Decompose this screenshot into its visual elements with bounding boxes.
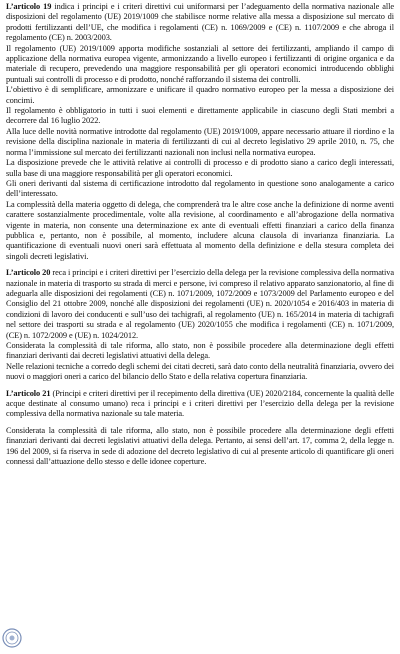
paragraph-text: reca i principi e i criteri direttivi per l’esercizio della delega per la revisione complessiva della normativa nazionale in materia di trasporto su strada di merci e persone, ivi compreso il relativo apparato sanzionatorio, al fine di adeguarla alle disposizioni dei regolamenti (CE) n. 1071/2009, 1072/2009 e 1073/2009 del Parlamento europeo e del Consiglio del 21 ottobre 2009, nonché alle disposizioni dei regolamenti (UE) n. 2020/1054 e 2016/403 in materia di condizioni di lavoro dei conducenti e sull’uso dei tachigrafi, al regolamento (UE) n. 165/2014 in materia di tachigrafi nel settore dei trasporti su strada e al regolamento (UE) 2020/1055 che modifica i regolamenti (CE) n. 1071/2009, (CE) n. 1072/2009 e (UE) n. 1024/2012. bbox=[6, 268, 395, 340]
paragraph bbox=[6, 268, 394, 341]
paragraph bbox=[6, 85, 394, 106]
paragraph bbox=[6, 389, 394, 420]
paragraph-text: indica i principi e i criteri direttivi cui uniformarsi per l’adeguamento della normativa nazionale alle disposizioni del regolamento (UE) 2019/1009 che stabilisce norme relative alla messa a disposizione sul mercato di prodotti fertilizzanti dell’UE, che modifica i regolamenti (CE) n. 1069/2009 e (CE) n. 1107/2009 e che abroga il regolamento (CE) n. 2003/2003. bbox=[6, 2, 394, 43]
paragraph bbox=[6, 127, 394, 158]
article-heading: L’articolo 21 bbox=[6, 388, 51, 398]
paragraph-text: Alla luce delle novità normative introdotte dal regolamento (UE) 2019/1009, appare necessario attuare il riordino e la revisione della disciplina nazionale in materia di fertilizzanti di cui al decreto legislativo 29 aprile 2010, n. 75, che norma l’immissione sul mercato dei fertilizzanti nazionali non inclusi nella normativa europea. bbox=[6, 126, 394, 157]
paragraph bbox=[6, 179, 394, 200]
document-body bbox=[6, 2, 394, 467]
paragraph bbox=[6, 158, 394, 179]
paragraph-text: Gli oneri derivanti dal sistema di certificazione introdotto dal regolamento in questione sono analogamente a carico dell’interessato. bbox=[6, 178, 394, 199]
article-heading: L’articolo 20 bbox=[6, 268, 51, 278]
article-heading: L’articolo 19 bbox=[6, 2, 52, 11]
paragraph-text: Considerata la complessità di tale riforma, allo stato, non è possibile procedere alla determinazione degli effetti finanziari derivanti dai decreti legislativi attuativi della delega. Pertanto, ai sensi dell’art. 17, comma 2, della legge n. 196 del 2009, si fa riserva in sede di adozione del decreto legislativo di cui al presente articolo di quantificare gli oneri connessi dall’attuazione dello stesso e delle idonee coperture. bbox=[6, 425, 394, 467]
paragraph-text: Considerata la complessità di tale riforma, allo stato, non è possibile procedere alla determinazione degli effetti finanziari derivanti dai decreti legislativi attuativi della delega. bbox=[6, 341, 394, 361]
paragraph-text: La disposizione prevede che le attività relative ai controlli di processo e di prodotto siano a carico degli interessati, sulla base di una maggiore responsabilità per gli operatori economici. bbox=[6, 158, 394, 178]
paragraph bbox=[6, 44, 394, 86]
paragraph-text: (Principi e criteri direttivi per il recepimento della direttiva (UE) 2020/2184, concernente la qualità delle acque destinate al consumo umano) reca i principi e i criteri direttivi per l’esercizio della delega per la revisione complessiva della normativa nazionale su tale materia. bbox=[6, 388, 394, 419]
paragraph-text: Nelle relazioni tecniche a corredo degli schemi dei citati decreti, sarà dato conto della neutralità finanziaria, ovvero dei nuovi o maggiori oneri a carico del bilancio dello Stato e della relativa copertura finanziaria. bbox=[6, 361, 394, 382]
paragraph bbox=[6, 2, 394, 44]
official-seal-icon bbox=[2, 628, 22, 648]
paragraph-text: Il regolamento (UE) 2019/1009 apporta modifiche sostanziali al settore dei fertilizzanti, ampliando il campo di applicazione della normativa europea vigente, armonizzando a livello europeo i fertilizzanti di origine organica e da materiale di recupero, prevedendo una maggiore responsabilità per gli operatori economici introducendo obblighi puntuali sui controlli di processo e di prodotto, nonché rafforzando il sistema dei controlli. bbox=[6, 43, 394, 84]
paragraph-text: La complessità della materia oggetto di delega, che comprenderà tra le altre cose anche la definizione di norme aventi carattere sostanzialmente procedimentale, volte alla revisione, al coordinamento e all’abrogazione della normativa vigente in materia, non consente una determinazione ex ante di eventuali effetti finanziari a carico della finanza pubblica e, pertanto, non è possibile, al momento, includere alcuna clausola di invarianza finanziaria. La quantificazione di eventuali nuovi oneri sarà effettuata al momento della definizione e della stesura completa dei singoli decreti legislativi. bbox=[6, 199, 394, 261]
paragraph bbox=[6, 341, 394, 362]
paragraph bbox=[6, 200, 394, 262]
paragraph bbox=[6, 426, 394, 468]
paragraph bbox=[6, 106, 394, 127]
paragraph-text: Il regolamento è obbligatorio in tutti i suoi elementi e direttamente applicabile in ciascuno degli Stati membri a decorrere dal 16 luglio 2022. bbox=[6, 106, 394, 126]
paragraph bbox=[6, 362, 394, 383]
paragraph-text: L’obiettivo è di semplificare, armonizzare e unificare il quadro normativo europeo per la messa a disposizione dei concimi. bbox=[6, 85, 394, 105]
